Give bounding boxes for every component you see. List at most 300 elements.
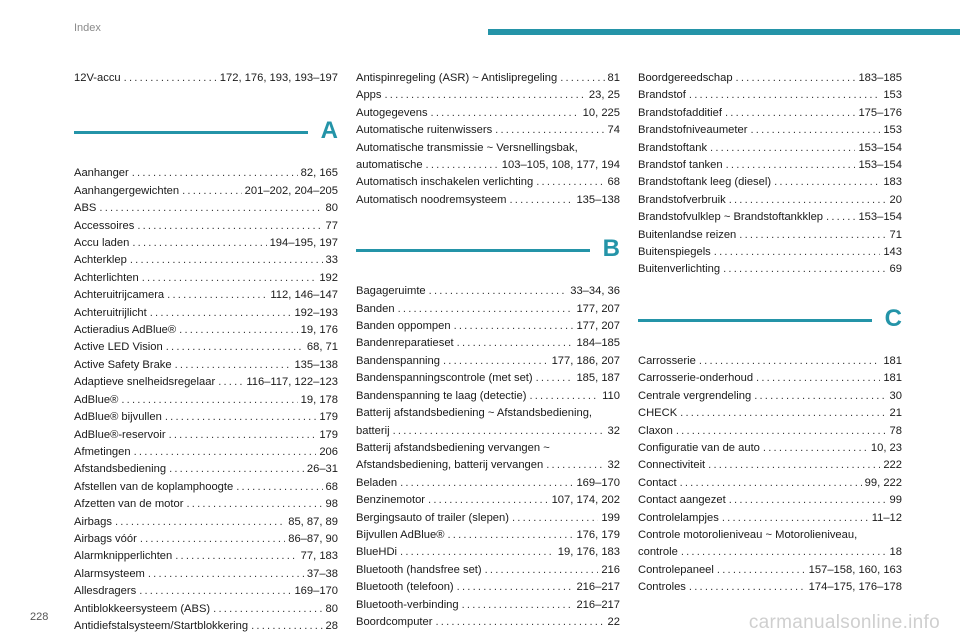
index-entry [356,492,620,509]
index-entry [356,510,620,527]
dot-leader [739,227,886,244]
index-entry [638,70,902,87]
dot-leader [457,335,574,352]
dot-leader [218,374,243,391]
index-term: Batterij afstandsbediening vervangen ~ [356,441,550,454]
index-entry [638,457,902,474]
index-pages: 81 [607,72,620,84]
index-pages: 153 [883,124,902,137]
dot-leader [689,579,806,596]
index-pages: 143 [883,246,902,259]
dot-leader [689,87,880,104]
index-term: automatische [356,159,423,172]
index-term: Contact [638,476,677,489]
dot-leader [722,510,869,527]
dot-leader [443,353,549,370]
index-entry [638,140,902,157]
dot-leader [454,318,574,335]
index-term: Buitenspiegels [638,246,711,259]
index-entry [638,492,902,509]
index-pages: 153–154 [858,211,902,224]
dot-leader [726,157,856,174]
index-entry [356,157,620,174]
index-pages: 69 [889,263,902,276]
index-entry [638,405,902,422]
index-term: Buitenlandse reizen [638,228,737,241]
index-term: Allesdragers [74,585,137,598]
index-pages: 77 [325,219,338,232]
index-term: Bijvullen AdBlue® [356,528,445,541]
page-number: 228 [30,611,49,623]
index-term: Bluetooth-verbinding [356,598,459,611]
index-entry [638,370,902,387]
index-term: Bandenspanningscontrole (met set) [356,372,533,385]
index-entry [638,122,902,139]
index-term: Antispinregeling (ASR) ~ Antislipregeling [356,72,558,84]
dot-leader [714,244,881,261]
index-pages: 183 [883,176,902,189]
index-pages: 99 [889,494,902,507]
index-term: Achterklep [74,254,127,267]
section-heading-b [356,235,620,269]
index-pages: 184–185 [576,337,620,350]
index-term: Controle motorolieniveau ~ Motorolieniveau, [638,528,858,541]
index-term: Achterlichten [74,271,139,284]
index-term: Bluetooth (telefoon) [356,581,454,594]
index-pages: 177, 207 [576,302,620,315]
lead-entries [74,70,338,87]
index-column-2 [356,70,620,631]
index-pages: 199 [601,511,620,524]
dot-leader [140,531,285,548]
index-term: Brandstoftank [638,141,708,154]
index-entry [638,562,902,579]
index-term: Automatische ruitenwissers [356,124,493,137]
dot-leader [680,405,886,422]
index-term: Apps [356,89,382,102]
index-entry [74,444,338,461]
dot-leader [729,192,887,209]
index-pages: 176, 179 [576,528,620,541]
index-pages: 135–138 [294,358,338,371]
dot-leader [99,200,322,217]
dot-leader [148,566,304,583]
index-pages: 110 [602,389,620,402]
index-pages: 153 [883,89,902,102]
index-entry [356,105,620,122]
index-term: Aanhanger [74,167,129,180]
index-pages: 192–193 [294,306,338,319]
dot-leader [132,235,266,252]
index-term: Batterij afstandsbediening ~ Afstandsbediening, [356,407,593,420]
index-entry [356,614,620,631]
index-entry [74,357,338,374]
index-term: Achteruitrijcamera [74,289,165,302]
dot-leader [754,388,886,405]
index-term: Brandstofvulklep ~ Brandstoftankklep [638,211,824,224]
a-continued-entries [356,70,620,209]
dot-leader [137,218,322,235]
index-term: Automatische transmissie ~ Versnellingsbak, [356,141,578,154]
index-term: Afstellen van de koplamphoogte [74,480,234,493]
index-pages: 175–176 [858,106,902,119]
index-term: Alarmsysteem [74,567,145,580]
index-term: Bandenspanning [356,354,440,367]
dot-leader [124,70,217,87]
index-pages: 169–170 [294,585,338,598]
index-term: Brandstofniveaumeter [638,124,748,137]
index-term: Aanhangergewichten [74,184,180,197]
index-entry [356,87,620,104]
a-entries [74,165,338,635]
dot-leader [236,479,322,496]
index-term: Banden [356,302,395,315]
index-entry [356,475,620,492]
index-term: Benzinemotor [356,494,426,507]
index-pages: 77, 183 [300,550,338,563]
dot-leader [723,261,886,278]
index-entry [356,70,620,87]
index-term: Boordcomputer [356,615,433,628]
index-pages: 28 [325,619,338,632]
index-term: Airbags [74,515,112,528]
index-entry [638,544,902,561]
header-accent-bar [488,29,960,35]
index-entry [356,301,620,318]
index-column-1 [74,70,338,635]
index-entry [638,227,902,244]
index-term: Brandstof tanken [638,159,723,172]
index-entry [74,287,338,304]
section-rule [638,319,872,322]
section-letter: B [602,235,620,263]
index-pages: 179 [319,428,338,441]
index-pages: 216–217 [576,581,620,594]
index-entry [356,388,620,405]
index-entry [74,252,338,269]
index-entry [638,579,902,596]
index-term: Bandenreparatieset [356,337,454,350]
section-heading-a [74,117,338,151]
index-pages: 22 [607,615,620,628]
index-term: Adaptieve snelheidsregelaar [74,376,216,389]
dot-leader [774,174,880,191]
index-pages: 181 [883,372,902,385]
index-entry [74,427,338,444]
section-heading-c [638,305,902,339]
index-term: Afstandsbediening [74,463,167,476]
index-pages: 18 [889,546,902,559]
index-term: Bergingsauto of trailer (slepen) [356,511,509,524]
index-pages: 177, 186, 207 [551,354,620,367]
index-entry [74,70,338,87]
index-column-3 [638,70,902,597]
index-entry-continued [356,140,620,157]
index-entry [638,87,902,104]
index-entry [74,339,338,356]
index-term: Brandstof [638,89,686,102]
index-pages: 19, 176, 183 [557,546,620,559]
dot-leader [393,423,605,440]
dot-leader [436,614,605,631]
index-term: Centrale vergrendeling [638,389,752,402]
dot-leader [509,192,573,209]
dot-leader [165,409,316,426]
dot-leader [400,475,573,492]
index-entry [638,475,902,492]
index-pages: 82, 165 [300,167,338,180]
index-entry [74,392,338,409]
dot-leader [429,283,568,300]
index-pages: 201–202, 204–205 [244,184,338,197]
index-pages: 153–154 [858,159,902,172]
dot-leader [756,370,880,387]
index-pages: 179 [319,411,338,424]
index-pages: 85, 87, 89 [288,515,338,528]
index-pages: 68 [325,480,338,493]
index-entry [356,353,620,370]
index-term: Actieradius AdBlue® [74,324,177,337]
index-entry [74,496,338,513]
index-term: Brandstofverbruik [638,193,726,206]
index-entry [356,370,620,387]
index-term: Accessoires [74,219,135,232]
index-entry [74,305,338,322]
index-term: Brandstofadditief [638,106,722,119]
index-pages: 103–105, 108, 177, 194 [501,159,620,172]
index-entry [638,261,902,278]
dot-leader [676,423,887,440]
index-term: Accu laden [74,237,130,250]
index-term: Connectiviteit [638,459,706,472]
dot-leader [115,514,285,531]
dot-leader [750,122,880,139]
index-pages: 33–34, 36 [570,285,620,298]
dot-leader [385,87,586,104]
dot-leader [182,183,242,200]
dot-leader [428,492,549,509]
dot-leader [169,427,317,444]
index-term: Automatisch inschakelen verlichting [356,176,534,189]
dot-leader [175,357,292,374]
index-pages: 194–195, 197 [269,237,338,250]
index-entry [74,322,338,339]
index-term: Alarmknipperlichten [74,550,173,563]
index-pages: 26–31 [306,463,338,476]
index-pages: 78 [889,424,902,437]
index-pages: 112, 146–147 [270,289,338,302]
index-entry [356,579,620,596]
index-term: Carrosserie-onderhoud [638,372,754,385]
dot-leader [139,583,291,600]
index-entry [74,165,338,182]
dot-leader [708,457,880,474]
dot-leader [710,140,855,157]
index-term: Achteruitrijlicht [74,306,147,319]
index-pages: 20 [889,193,902,206]
index-entry [74,218,338,235]
index-pages: 135–138 [576,193,620,206]
index-entry [74,479,338,496]
index-pages: 19, 178 [300,393,338,406]
index-entry [356,597,620,614]
index-entry [74,200,338,217]
dot-leader [251,618,322,635]
index-pages: 80 [325,202,338,215]
dot-leader [169,461,304,478]
index-term: AdBlue®-reservoir [74,428,166,441]
index-term: CHECK [638,407,678,420]
index-entry [638,192,902,209]
index-entry [638,174,902,191]
index-pages: 32 [607,459,620,472]
dot-leader [681,544,887,561]
index-entry [74,183,338,200]
index-entry-continued [356,440,620,457]
index-pages: 23, 25 [588,89,620,102]
index-pages: 181 [883,354,902,367]
index-term: Active LED Vision [74,341,163,354]
index-term: Bagageruimte [356,285,426,298]
index-term: Buitenverlichting [638,263,721,276]
index-pages: 80 [325,602,338,615]
index-term: Afzetten van de motor [74,498,184,511]
index-term: Controles [638,581,686,594]
watermark: carmanualsonline.info [748,612,940,633]
dot-leader [495,122,604,139]
dot-leader [431,105,580,122]
index-term: ABS [74,202,97,215]
dot-leader [142,270,317,287]
dot-leader [512,510,598,527]
index-pages: 192 [319,271,338,284]
index-entry [74,374,338,391]
index-term: BlueHDi [356,546,398,559]
index-term: Configuratie van de auto [638,441,760,454]
index-entry [74,566,338,583]
dot-leader [175,548,297,565]
index-entry [74,618,338,635]
index-pages: 153–154 [858,141,902,154]
index-entry [356,283,620,300]
index-term: Autogegevens [356,106,428,119]
index-term: Antiblokkeersysteem (ABS) [74,602,211,615]
index-pages: 169–170 [576,476,620,489]
index-term: Bluetooth (handsfree set) [356,563,482,576]
dot-leader [398,301,574,318]
index-pages: 174–175, 176–178 [808,581,902,594]
index-pages: 37–38 [306,567,338,580]
index-entry [356,174,620,191]
dot-leader [400,544,555,561]
c-entries [638,353,902,597]
dot-leader [167,287,267,304]
index-entry [74,270,338,287]
index-entry-continued [638,527,902,544]
index-term: 12V-accu [74,72,121,84]
dot-leader [150,305,292,322]
index-pages: 10, 23 [870,441,902,454]
index-entry [74,409,338,426]
index-pages: 157–158, 160, 163 [808,563,902,576]
index-term: Controlelampjes [638,511,719,524]
section-rule [356,249,590,252]
dot-leader [529,388,599,405]
index-pages: 21 [889,407,902,420]
index-pages: 99, 222 [864,476,902,489]
index-term: Active Safety Brake [74,358,172,371]
index-entry [638,105,902,122]
index-pages: 30 [889,389,902,402]
index-entry [74,514,338,531]
index-term: Carrosserie [638,354,696,367]
index-pages: 68, 71 [306,341,338,354]
index-term: controle [638,546,678,559]
dot-leader [426,157,499,174]
dot-leader [736,70,856,87]
index-pages: 11–12 [871,511,902,524]
dot-leader [725,105,855,122]
dot-leader [457,579,574,596]
dot-leader [729,492,887,509]
index-entry [356,318,620,335]
dot-leader [763,440,868,457]
index-entry [356,457,620,474]
index-entry [356,335,620,352]
index-term: Afstandsbediening, batterij vervangen [356,459,544,472]
index-term: Controlepaneel [638,563,714,576]
index-entry [356,527,620,544]
index-pages: 19, 176 [300,324,338,337]
index-term: AdBlue® [74,393,119,406]
index-entry-continued [356,405,620,422]
index-entry [638,510,902,527]
header-label: Index [74,22,101,34]
index-pages: 74 [607,124,620,137]
index-entry [638,440,902,457]
index-entry [356,562,620,579]
index-pages: 86–87, 90 [288,532,338,545]
index-entry [638,244,902,261]
index-entry [356,544,620,561]
index-entry [356,192,620,209]
index-pages: 183–185 [858,72,902,84]
dot-leader [560,70,604,87]
index-pages: 185, 187 [576,372,620,385]
index-entry [74,601,338,618]
index-term: Bandenspanning te laag (detectie) [356,389,527,402]
index-entry [638,423,902,440]
index-entry [74,583,338,600]
index-pages: 10, 225 [582,106,620,119]
dot-leader [447,527,573,544]
index-entry [638,353,902,370]
index-term: Claxon [638,424,673,437]
index-pages: 107, 174, 202 [551,494,620,507]
dot-leader [186,496,322,513]
index-term: Automatisch noodremsysteem [356,193,507,206]
index-entry [74,461,338,478]
dot-leader [134,444,317,461]
index-term: AdBlue® bijvullen [74,411,162,424]
index-term: Boordgereedschap [638,72,733,84]
dot-leader [121,392,297,409]
index-pages: 116–117, 122–123 [246,376,338,389]
index-entry [638,388,902,405]
index-entry [356,423,620,440]
index-pages: 216 [601,563,620,576]
index-pages: 216–217 [576,598,620,611]
